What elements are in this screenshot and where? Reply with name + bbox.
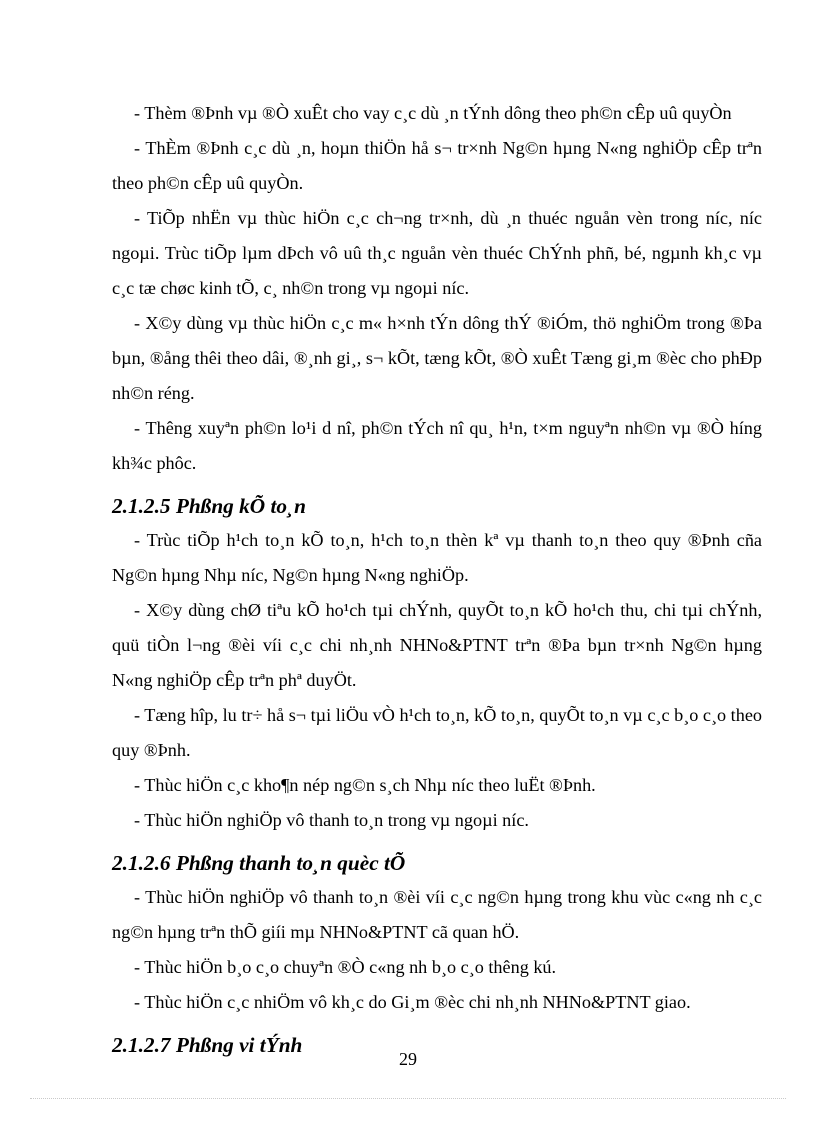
document-body: [112, 96, 762, 1062]
paragraph: - Thùc hiÖn b¸o c¸o chuyªn ®Ò c«ng nh b¸o c¸o thêng kú.: [134, 957, 557, 977]
footer-divider: [30, 1098, 786, 1099]
paragraph: - Thèm ®Þnh vµ ®Ò xuÊt cho vay c¸c dù ¸n tÝnh dông theo ph©n cÊp uû quyÒn: [134, 103, 732, 123]
paragraph: - TiÕp nhËn vµ thùc hiÖn c¸c ch¬ng tr×nh, dù ¸n thuéc nguån vèn trong níc, níc ngoµi. Trùc tiÕp lµm dÞch vô uû th¸c nguån vèn thuéc ChÝnh phñ, bé, ngµnh kh¸c vµ c¸c tæ chøc kinh tÕ, c¸ nh©n trong vµ ngoµi níc.: [112, 208, 762, 298]
paragraph: - X©y dùng chØ tiªu kÕ ho¹ch tµi chÝnh, quyÕt to¸n kÕ ho¹ch thu, chi tµi chÝnh, quü tiÒn l¬ng ®èi víi c¸c chi nh¸nh NHNo&PTNT trªn ®Þa bµn tr×nh Ng©n hµng N«ng nghiÖp cÊp trªn phª duyÖt.: [112, 600, 762, 690]
paragraph: - ThÈm ®Þnh c¸c dù ¸n, hoµn thiÖn hå s¬ tr×nh Ng©n hµng N«ng nghiÖp cÊp trªn theo ph©n cÊp uû quyÒn.: [112, 138, 762, 193]
paragraph: - X©y dùng vµ thùc hiÖn c¸c m« h×nh tÝn dông thÝ ®iÓm, thö nghiÖm trong ®Þa bµn, ®ång thêi theo dâi, ®¸nh gi¸, s¬ kÕt, tæng kÕt, ®Ò xuÊt Tæng gi¸m ®èc cho phÐp nh©n réng.: [112, 313, 762, 403]
paragraph: - Thêng xuyªn ph©n lo¹i d nî, ph©n tÝch nî qu¸ h¹n, t×m nguyªn nh©n vµ ®Ò híng kh¾c phôc.: [112, 418, 762, 473]
paragraph: - Tæng hîp, lu tr÷ hå s¬ tµi liÖu vÒ h¹ch to¸n, kÕ to¸n, quyÕt to¸n vµ c¸c b¸o c¸o theo quy ®Þnh.: [112, 705, 762, 760]
paragraph: - Thùc hiÖn nghiÖp vô thanh to¸n trong vµ ngoµi níc.: [134, 810, 529, 830]
paragraph: - Thùc hiÖn c¸c kho¶n nép ng©n s¸ch Nhµ níc theo luËt ®Þnh.: [134, 775, 596, 795]
section-heading: 2.1.2.5 Phßng kÕ to¸n: [112, 494, 306, 518]
paragraph: - Thùc hiÖn c¸c nhiÖm vô kh¸c do Gi¸m ®èc chi nh¸nh NHNo&PTNT giao.: [134, 992, 691, 1012]
section-heading: 2.1.2.6 Phßng thanh to¸n quèc tÕ: [112, 851, 406, 875]
page-number: 29: [399, 1049, 417, 1069]
paragraph: - Trùc tiÕp h¹ch to¸n kÕ to¸n, h¹ch to¸n thèn kª vµ thanh to¸n theo quy ®Þnh cña Ng©n hµng Nhµ níc, Ng©n hµng N«ng nghiÖp.: [112, 530, 762, 585]
paragraph: - Thùc hiÖn nghiÖp vô thanh to¸n ®èi víi c¸c ng©n hµng trong khu vùc c«ng nh c¸c ng©n hµng trªn thÕ giíi mµ NHNo&PTNT cã quan hÖ.: [112, 887, 762, 942]
section-heading: 2.1.2.7 Phßng vi tÝnh: [112, 1033, 303, 1057]
